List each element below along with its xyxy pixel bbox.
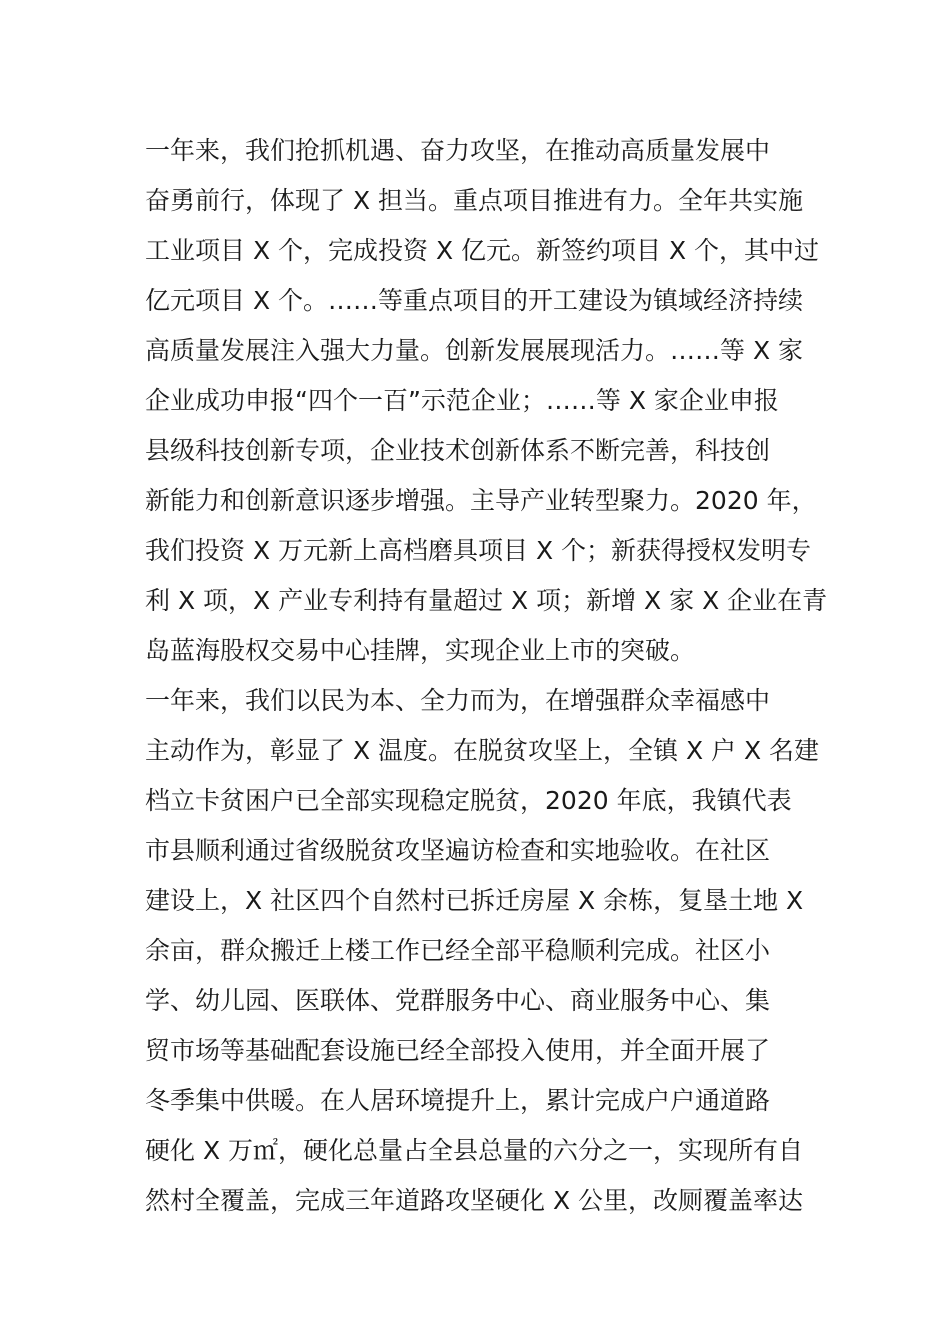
text-line: 一年来，我们抢抓机遇、奋力攻坚，在推动高质量发展中 (145, 136, 771, 165)
text-line: 市县顺利通过省级脱贫攻坚遍访检查和实地验收。在社区 (145, 836, 771, 865)
text-line: 工业项目 X 个，完成投资 X 亿元。新签约项目 X 个，其中过 (145, 236, 820, 265)
text-line: 利 X 项，X 产业专利持有量超过 X 项；新增 X 家 X 企业在青 (145, 586, 828, 615)
text-line: 一年来，我们以民为本、全力而为，在增强群众幸福感中 (145, 686, 771, 715)
text-line: 县级科技创新专项，企业技术创新体系不断完善，科技创 (145, 436, 771, 465)
text-line: 然村全覆盖，完成三年道路攻坚硬化 X 公里，改厕覆盖率达 (145, 1186, 804, 1215)
text-line: 冬季集中供暖。在人居环境提升上，累计完成户户通道路 (145, 1086, 771, 1115)
paragraph-2 (145, 676, 835, 1226)
text-line: 奋勇前行，体现了 X 担当。重点项目推进有力。全年共实施 (145, 186, 804, 215)
text-line: 贸市场等基础配套设施已经全部投入使用，并全面开展了 (145, 1036, 771, 1065)
body-text (145, 126, 835, 1226)
text-line: 新能力和创新意识逐步增强。主导产业转型聚力。2020 年， (145, 486, 817, 515)
text-line: 我们投资 X 万元新上高档磨具项目 X 个；新获得授权发明专 (145, 536, 812, 565)
text-line: 档立卡贫困户已全部实现稳定脱贫，2020 年底，我镇代表 (145, 786, 792, 815)
text-line: 硬化 X 万㎡，硬化总量占全县总量的六分之一，实现所有自 (145, 1136, 804, 1165)
text-line: 学、幼儿园、医联体、党群服务中心、商业服务中心、集 (145, 986, 771, 1015)
text-line: 主动作为，彰显了 X 温度。在脱贫攻坚上，全镇 X 户 X 名建 (145, 736, 820, 765)
paragraph-1 (145, 126, 835, 676)
text-line: 亿元项目 X 个。……等重点项目的开工建设为镇域经济持续 (145, 286, 804, 315)
text-line: 岛蓝海股权交易中心挂牌，实现企业上市的突破。 (145, 636, 696, 665)
text-line: 企业成功申报“四个一百”示范企业；……等 X 家企业申报 (145, 386, 779, 415)
text-line: 建设上，X 社区四个自然村已拆迁房屋 X 余栋，复垦土地 X (145, 886, 804, 915)
text-line: 余亩，群众搬迁上楼工作已经全部平稳顺利完成。社区小 (145, 936, 771, 965)
text-line: 高质量发展注入强大力量。创新发展展现活力。……等 X 家 (145, 336, 804, 365)
